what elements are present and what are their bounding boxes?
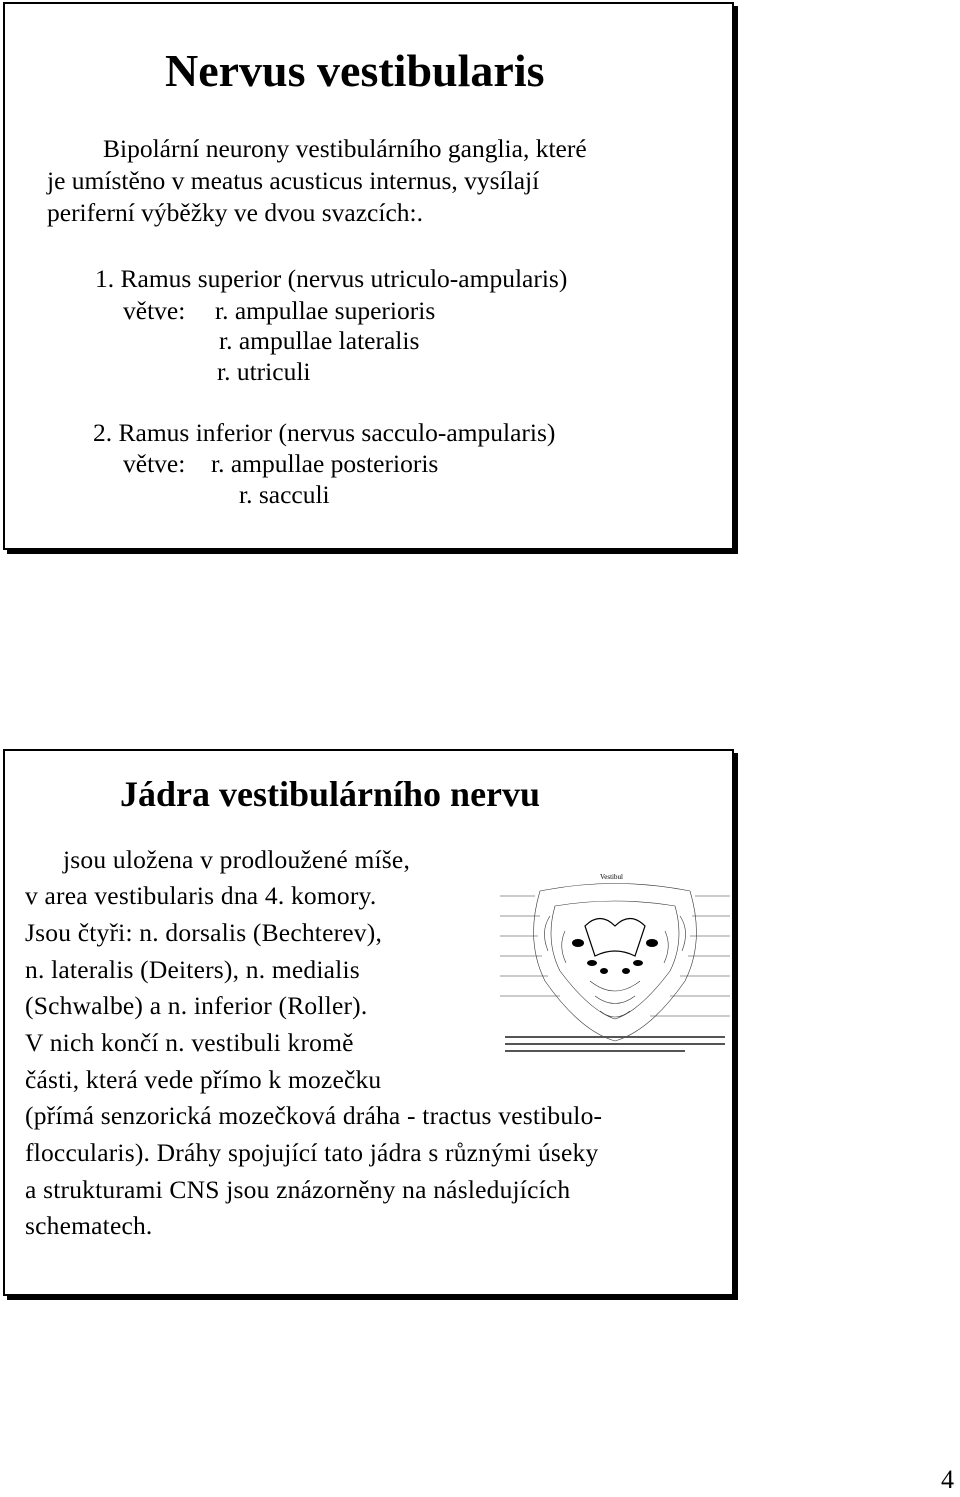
figure-label-top: Vestibul	[600, 873, 623, 881]
text-line-1: jsou uložena v prodloužené míše,	[63, 845, 411, 874]
item1-heading: 1. Ramus superior (nervus utriculo-ampularis)	[95, 264, 568, 293]
item1-branch-3: r. utriculi	[217, 357, 311, 386]
item1-branches-label: větve:	[123, 296, 186, 325]
text-line-9: floccularis). Dráhy spojující tato jádra s různými úseky	[25, 1138, 599, 1167]
slide-title: Jádra vestibulárního nervu	[120, 774, 541, 814]
text-line-10: a strukturami CNS jsou znázorněny na následujících	[25, 1175, 571, 1204]
intro-line-2-text: je umístěno v meatus acusticus internus, vysílají	[47, 166, 540, 195]
text-line-2: v area vestibularis dna 4. komory.	[25, 881, 377, 910]
item1-branch-1: r. ampullae superioris	[215, 296, 436, 325]
slide-title: Nervus vestibularis	[165, 45, 545, 96]
text-line-5: (Schwalbe) a n. inferior (Roller).	[25, 991, 368, 1020]
slide-nervus-vestibularis	[3, 2, 734, 550]
item2-heading: 2. Ramus inferior (nervus sacculo-ampularis)	[93, 418, 556, 447]
slide-jadra-vestibularniho-nervu	[3, 749, 734, 1296]
text-line-8: (přímá senzorická mozečková dráha - tractus vestibulo-	[25, 1101, 603, 1130]
text-line-7: části, která vede přímo k mozečku	[25, 1065, 382, 1094]
text-line-4: n. lateralis (Deiters), n. medialis	[25, 955, 360, 984]
item1-branch-2: r. ampullae lateralis	[219, 326, 420, 355]
text-line-6: V nich končí n. vestibuli kromě	[25, 1028, 354, 1057]
page-number: 4	[941, 1465, 954, 1494]
medulla-cross-section-figure	[500, 871, 730, 1061]
intro-line-1: Bipolární neurony vestibulárního ganglia, které	[103, 134, 587, 163]
text-line-3: Jsou čtyři: n. dorsalis (Bechterev),	[25, 918, 383, 947]
item2-branch-1: r. ampullae posterioris	[211, 449, 439, 478]
intro-line-2	[47, 166, 695, 196]
text-line-11: schematech.	[25, 1211, 153, 1240]
intro-line-3: periferní výběžky ve dvou svazcích:.	[47, 198, 423, 227]
item2-branch-2: r. sacculi	[239, 480, 330, 509]
item2-branches-label: větve:	[123, 449, 186, 478]
